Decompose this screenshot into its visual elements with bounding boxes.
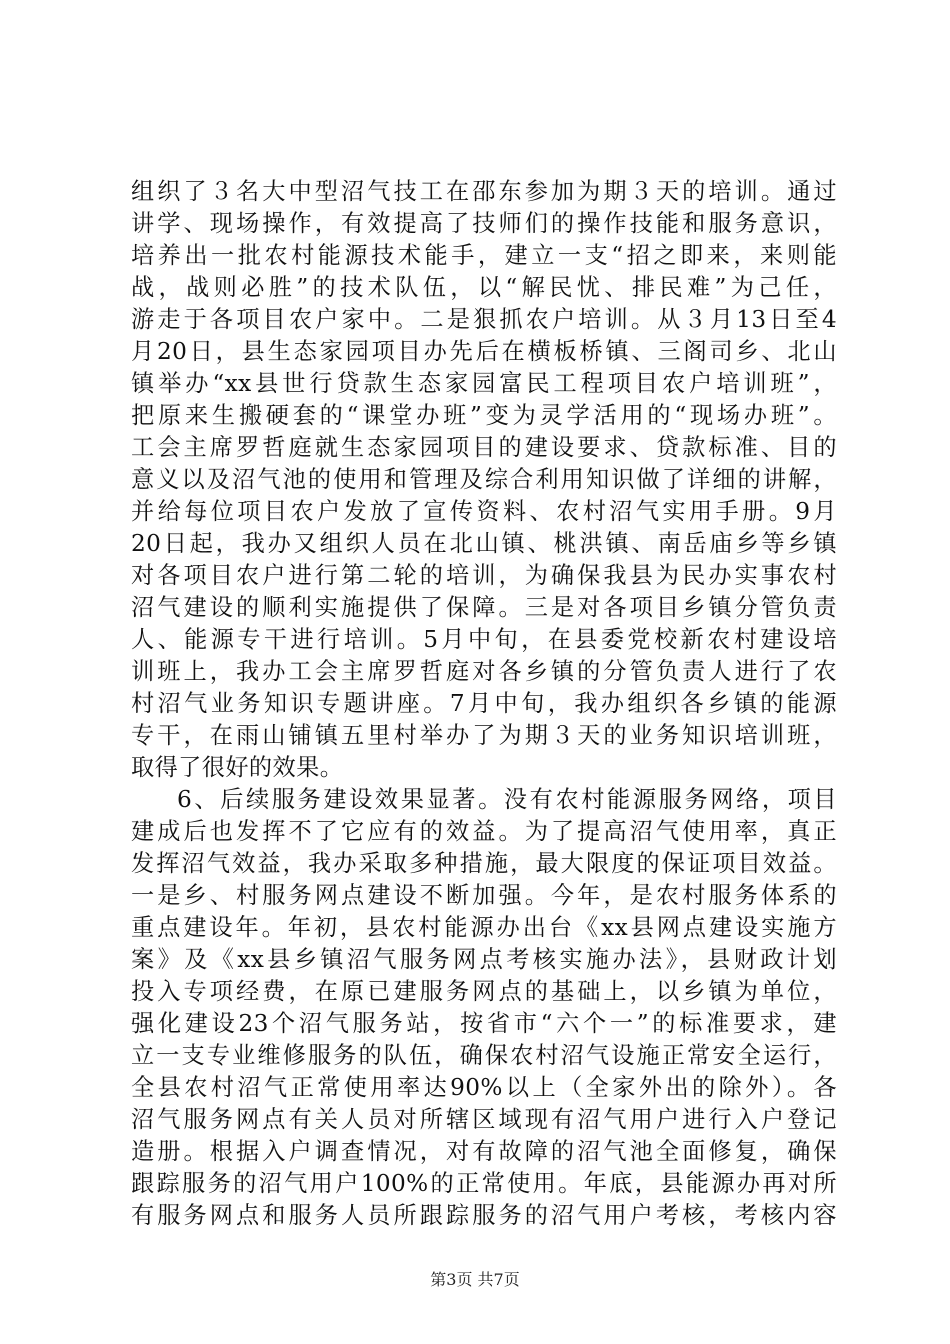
- text-line: 镇举办“xx县世行贷款生态家园富民工程项目农户培训班”，: [131, 370, 837, 397]
- text-line: 训班上，我办工会主席罗哲庭对各乡镇的分管负责人进行了农: [131, 658, 837, 685]
- text-line: 案》及《xx县乡镇沼气服务网点考核实施办法》，县财政计划: [131, 946, 837, 973]
- text-line: 组织了３名大中型沼气技工在邵东参加为期３天的培训。通过: [131, 178, 837, 205]
- text-line: 全县农村沼气正常使用率达90%以上（全家外出的除外）。各: [131, 1074, 837, 1101]
- text-line: 人、能源专干进行培训。5月中旬，在县委党校新农村建设培: [131, 626, 837, 653]
- paragraph-training: [131, 176, 837, 784]
- text-line: 村沼气业务知识专题讲座。7月中旬，我办组织各乡镇的能源: [131, 690, 837, 717]
- text-line: 培养出一批农村能源技术能手，建立一支“招之即来，来则能: [131, 242, 837, 269]
- text-line: 建成后也发挥不了它应有的效益。为了提高沼气使用率，真正: [131, 818, 837, 845]
- text-line: 强化建设23个沼气服务站，按省市“六个一”的标准要求，建: [131, 1010, 837, 1037]
- document-body: [131, 176, 837, 1232]
- text-line: 20日起，我办又组织人员在北山镇、桃洪镇、南岳庙乡等乡镇: [131, 530, 837, 557]
- text-line: 重点建设年。年初，县农村能源办出台《xx县网点建设实施方: [131, 914, 837, 941]
- text-line: 沼气服务网点有关人员对所辖区域现有沼气用户进行入户登记: [131, 1106, 837, 1133]
- text-line: 讲学、现场操作，有效提高了技师们的操作技能和服务意识，: [131, 210, 837, 237]
- text-line: 战，战则必胜”的技术队伍，以“解民忧、排民难”为己任，: [131, 274, 837, 301]
- text-line: 投入专项经费，在原已建服务网点的基础上，以乡镇为单位，: [131, 978, 837, 1005]
- text-line: 造册。根据入户调查情况，对有故障的沼气池全面修复，确保: [131, 1138, 837, 1165]
- text-line: 并给每位项目农户发放了宣传资料、农村沼气实用手册。9月: [131, 498, 837, 525]
- text-line: 沼气建设的顺利实施提供了保障。三是对各项目乡镇分管负责: [131, 594, 837, 621]
- text-line: 工会主席罗哲庭就生态家园项目的建设要求、贷款标准、目的: [131, 434, 837, 461]
- text-line: 专干，在雨山铺镇五里村举办了为期３天的业务知识培训班，: [131, 722, 837, 749]
- paragraph-follow-up-service: [131, 784, 837, 1232]
- text-line: 对各项目农户进行第二轮的培训，为确保我县为民办实事农村: [131, 562, 837, 589]
- text-line: 月20日，县生态家园项目办先后在横板桥镇、三阁司乡、北山: [131, 338, 837, 365]
- text-line: 跟踪服务的沼气用户100%的正常使用。年底，县能源办再对所: [131, 1170, 837, 1197]
- text-line: 游走于各项目农户家中。二是狠抓农户培训。从３月13日至4: [131, 306, 837, 333]
- text-line: 意义以及沼气池的使用和管理及综合利用知识做了详细的讲解，: [131, 466, 837, 493]
- text-line: 把原来生搬硬套的“课堂办班”变为灵学活用的“现场办班”。: [131, 402, 837, 429]
- text-line: 一是乡、村服务网点建设不断加强。今年，是农村服务体系的: [131, 882, 837, 909]
- text-line: 6、后续服务建设效果显著。没有农村能源服务网络，项目: [177, 786, 837, 813]
- text-line: 有服务网点和服务人员所跟踪服务的沼气用户考核，考核内容: [131, 1202, 837, 1229]
- page-number-footer: 第3页 共7页: [430, 1270, 520, 1289]
- text-line: 立一支专业维修服务的队伍，确保农村沼气设施正常安全运行，: [131, 1042, 837, 1069]
- text-line: 发挥沼气效益，我办采取多种措施，最大限度的保证项目效益。: [131, 850, 837, 877]
- text-line: 取得了很好的效果。: [131, 754, 344, 781]
